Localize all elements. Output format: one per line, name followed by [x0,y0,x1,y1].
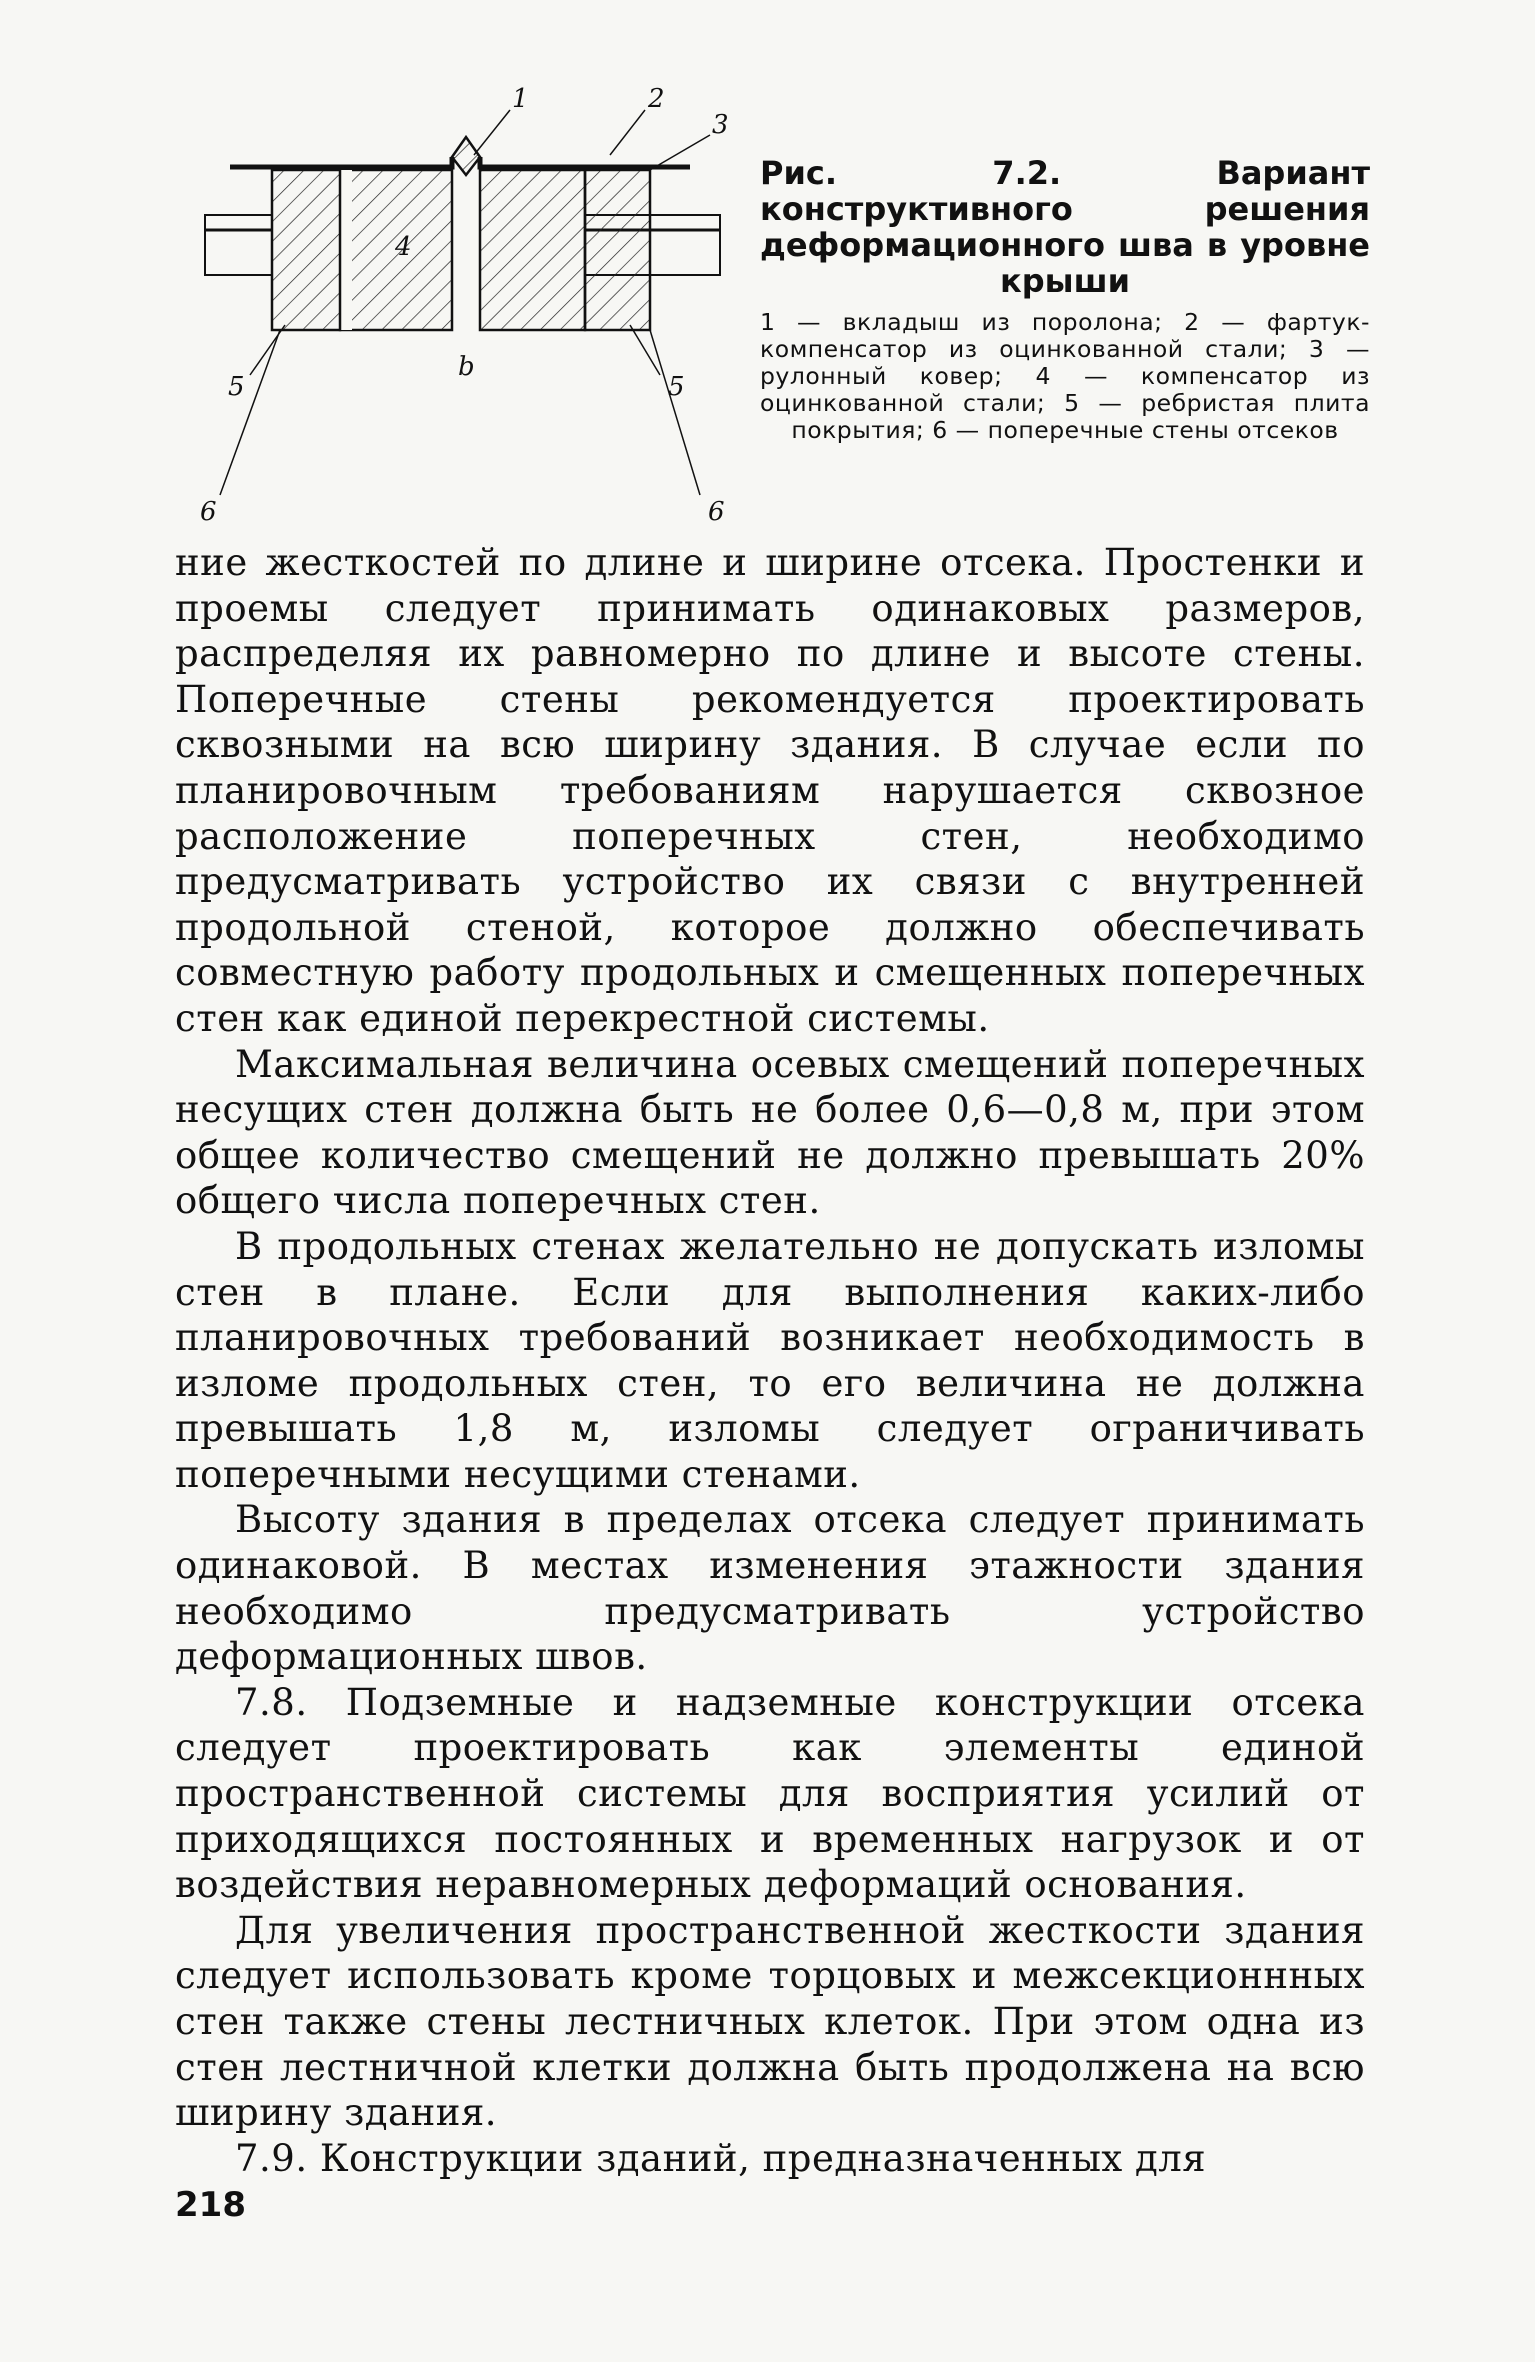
callout-6-left: 6 [200,497,217,527]
paragraph-5 [175,1680,1365,1908]
callout-1: 1 [512,84,529,114]
callout-5-left: 5 [228,372,245,402]
paragraph-7-text: Конструкции зданий, предназначенных для [319,2136,1207,2180]
section-number-7-8: 7.8. [235,1680,308,1724]
callout-6-right: 6 [708,497,725,527]
paragraph-3: В продольных стенах желательно не допускать изломы стен в плане. Если для выполнения каких-либо планировочных требований возникает необходимость в изломе продольных стен, то его величина не должна превышать 1,8 м, изломы следует ограничивать поперечными несущими стенами. [175,1224,1365,1496]
callout-b: b [458,352,475,382]
paragraph-6: Для увеличения пространственной жесткости здания следует использовать кроме торцовых и межсекционнных стен также стены лестничных клеток. При этом одна из стен лестничной клетки должна быть продолжена на всю ширину здания. [175,1908,1365,2135]
figure-title: Вариант конструктивного решения деформационного шва в уровне крыши [760,154,1370,300]
paragraph-7 [175,2136,1365,2182]
figure-caption [760,155,1370,444]
figure-label: Рис. 7.2. [760,154,1062,192]
wall-right [480,170,585,330]
callout-5-right: 5 [668,372,685,402]
paragraph-4: Высоту здания в пределах отсека следует принимать одинаковой. В местах изменения этажности здания необходимо предусматривать устройство деформационных швов. [175,1498,1365,1679]
callout-3: 3 [712,110,729,140]
expansion-joint-drawing [190,84,735,535]
figure-legend: 1 — вкладыш из поролона; 2 — фартук-компенсатор из оцинкованной стали; 3 — рулонный ковер; 4 — компенсатор из оцинкованной стали; 5 — ребристая плита покрытия; 6 — поперечные стены отсеков [760,308,1370,444]
paragraph-2: Максимальная величина осевых смещений поперечных несущих стен должна быть не более 0,6—0,8 м, при этом общее количество смещений не должно превышать 20% общего числа поперечных стен. [175,1042,1365,1223]
callout-2: 2 [648,84,665,114]
foam-insert [452,137,480,175]
paragraph-5-text: Подземные и надземные конструкции отсека следует проектировать как элементы единой пространственной системы для восприятия усилий от приходящихся постоянных и временных нагрузок и от воздействия неравномерных деформаций основания. [175,1680,1365,1907]
section-number-7-9: 7.9. [235,2136,308,2180]
body-text [175,540,1365,2181]
paragraph-1: ние жесткостей по длине и ширине отсека. Простенки и проемы следует принимать одинаковых размеров, распределяя их равномерно по длине и высоте стены. Поперечные стены рекомендуется проектировать сквозными на всю ширину здания. В случае если по планировочным требованиям нарушается сквозное расположение поперечных стен, необходимо предусматривать устройство их связи с внутренней продольной стеной, которое должно обеспечивать совместную работу продольных и смещенных поперечных стен как единой перекрестной системы. [175,541,1365,1040]
page-number: 218 [175,2185,246,2225]
caption-title [760,155,1370,299]
callout-4: 4 [395,232,412,262]
